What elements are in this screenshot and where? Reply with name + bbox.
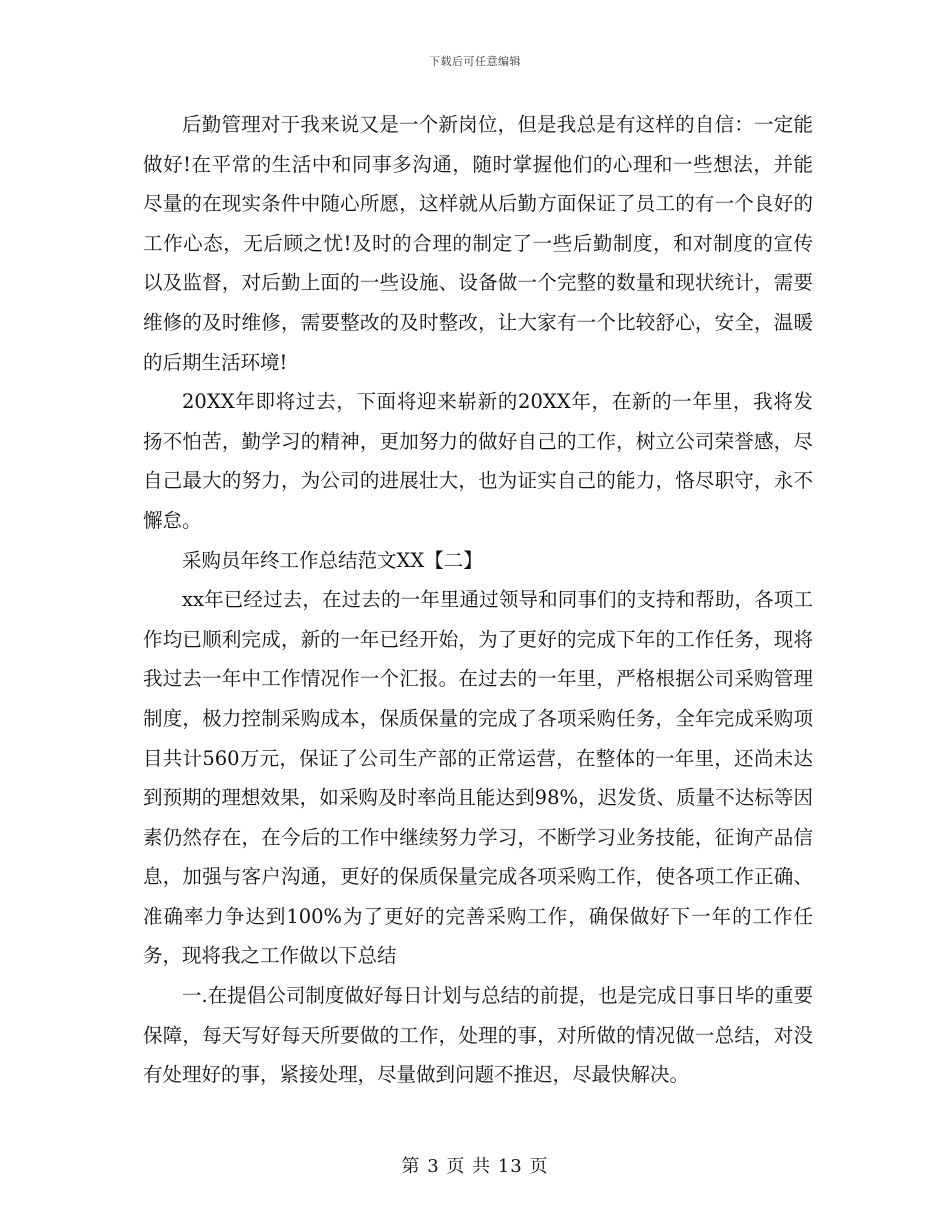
section-heading: 采购员年终工作总结范文XX【二】	[182, 548, 483, 572]
paragraph-new-year: 20XX年即将过去，下面将迎来崭新的20XX年，在新的一年里，我将发扬不怕苦，勤学习的精神，更加努力的做好自己的工作，树立公司荣誉感，尽自己最大的努力，为公司的进展壮大，也为证实自己的能力，恪尽职守，永不懈怠。	[143, 390, 813, 532]
paragraph-point-one: 一.在提倡公司制度做好每日计划与总结的前提，也是完成日事日毕的重要保障，每天写好每天所要做的工作，处理的事，对所做的情况做一总结，对没有处理好的事，紧接处理，尽量做到问题不推迟，尽最快解决。	[143, 984, 813, 1087]
page-number: 第 3 页 共 13 页	[401, 1156, 549, 1177]
document-body	[143, 105, 813, 1095]
paragraph-purchasing-summary: xx年已经过去，在过去的一年里通过领导和同事们的支持和帮助，各项工作均已顺利完成，新的一年已经开始，为了更好的完成下年的工作任务，现将我过去一年中工作情况作一个汇报。在过去的一年里，严格根据公司采购管理制度，极力控制采购成本，保质保量的完成了各项采购任务，全年完成采购项目共计560万元，保证了公司生产部的正常运营，在整体的一年里，还尚未达到预期的理想效果，如采购及时率尚且能达到98%，迟发货、质量不达标等因素仍然存在，在今后的工作中继续努力学习，不断学习业务技能，征询产品信息，加强与客户沟通，更好的保质保量完成各项采购工作，使各项工作正确、准确率力争达到100%为了更好的完善采购工作，确保做好下一年的工作任务，现将我之工作做以下总结	[143, 588, 813, 968]
paragraph-logistics: 后勤管理对于我来说又是一个新岗位，但是我总是有这样的自信：一定能做好!在平常的生活中和同事多沟通，随时掌握他们的心理和一些想法，并能尽量的在现实条件中随心所愿，这样就从后勤方面保证了员工的有一个良好的工作心态，无后顾之忧!及时的合理的制定了一些后勤制度，和对制度的宣传以及监督，对后勤上面的一些设施、设备做一个完整的数量和现状统计，需要维修的及时维修，需要整改的及时整改，让大家有一个比较舒心，安全，温暖的后期生活环境!	[143, 113, 813, 374]
header-edit-note: 下载后可任意编辑	[429, 55, 521, 68]
